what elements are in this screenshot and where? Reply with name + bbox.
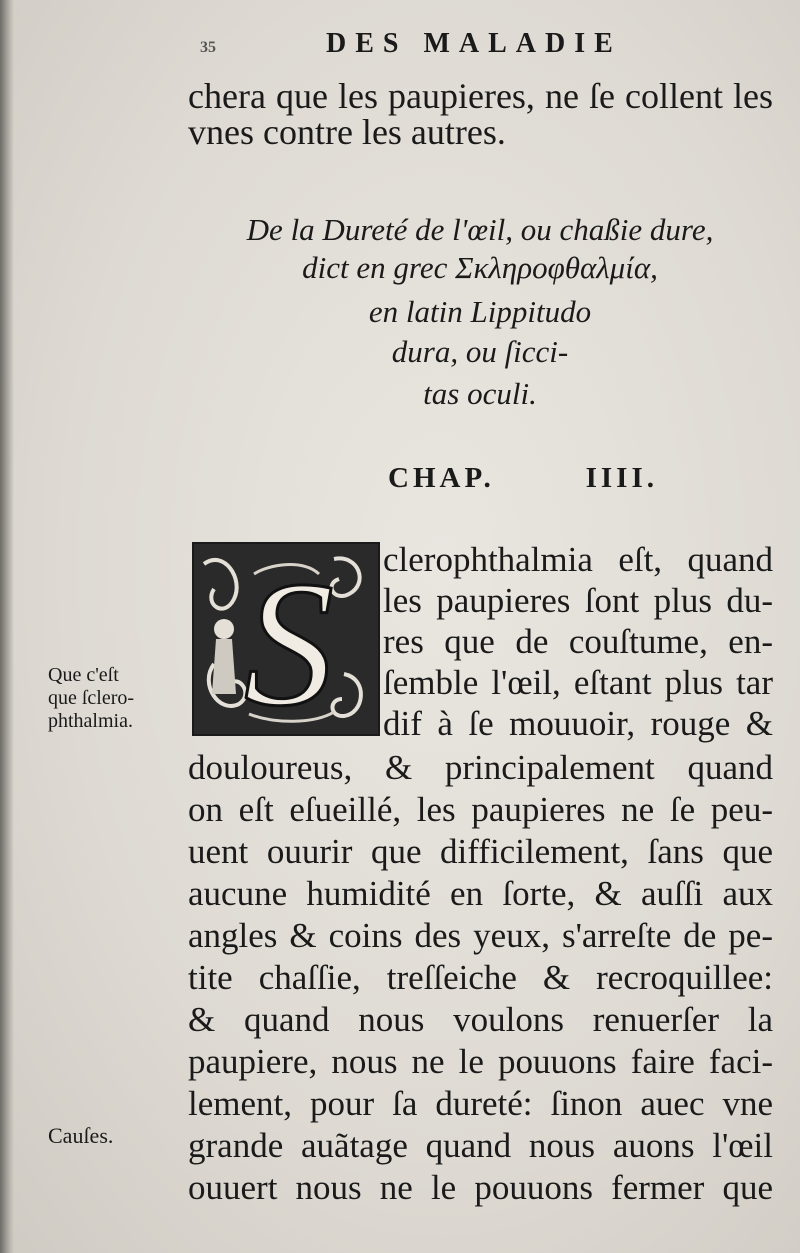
section-title-line: tas oculi. <box>423 376 537 411</box>
body-line: res que de couſtume, en- <box>383 622 773 661</box>
ornament-icon <box>194 544 378 734</box>
body-line: clerophthalmia eſt, quand <box>383 540 773 579</box>
body-line: & quand nous voulons renuerſer la <box>188 1000 773 1039</box>
page-number: 35 <box>200 39 216 56</box>
text-line: vnes contre les autres. <box>188 112 506 152</box>
chapter-label: CHAP. <box>388 462 495 494</box>
body-line: les paupieres ſont plus du- <box>383 581 773 620</box>
body-line: uent ouurir que difficilement, ſans que <box>188 832 773 871</box>
margin-note <box>48 664 178 733</box>
body-line: tite chaſſie, treſſeiche & recroquillee: <box>188 958 773 997</box>
section-title-line: dura, ou ſicci- <box>391 334 569 369</box>
text-line: chera que les paupieres, ne ſe collent les <box>188 76 773 116</box>
drop-cap-letter: S <box>244 544 334 734</box>
body-line: aucune humidité en ſorte, & auſſi aux <box>188 874 773 913</box>
body-line: ſemble l'œil, eſtant plus tar <box>383 663 773 702</box>
ornamental-initial <box>192 542 380 736</box>
body-line: on eſt eſueillé, les paupieres ne ſe peu- <box>188 790 773 829</box>
page-gutter <box>0 0 14 1253</box>
chapter-heading <box>388 462 658 495</box>
margin-note-causes: Cauſes. <box>48 1123 114 1148</box>
body-line: grande auãtage quand nous auons l'œil <box>188 1126 773 1165</box>
body-line: ouuert nous ne le pouuons fermer que <box>188 1168 773 1207</box>
body-line: douloureus, & principalement quand <box>188 748 773 787</box>
chapter-number: IIII. <box>585 462 658 494</box>
margin-note-line: Que c'eſt <box>48 664 119 686</box>
body-line: angles & coins des yeux, s'arreſte de pe- <box>188 916 773 955</box>
body-line: lement, pour ſa dureté: ſinon auec vne <box>188 1084 773 1123</box>
margin-note-line: que ſclero- <box>48 687 135 709</box>
section-title-line: en latin Lippitudo <box>368 294 592 329</box>
section-title-line: dict en grec Σκληροφθαλμία, <box>302 250 658 285</box>
running-head <box>200 28 780 60</box>
section-title-line: De la Dureté de l'œil, ou chaßie dure, <box>246 212 714 247</box>
body-line: paupiere, nous ne le pouuons faire faci- <box>188 1042 773 1081</box>
margin-note-line: phthalmia. <box>48 710 133 732</box>
body-line: dif à ſe mouuoir, rouge & <box>383 704 773 743</box>
running-title: DES MALADIE <box>326 28 622 59</box>
